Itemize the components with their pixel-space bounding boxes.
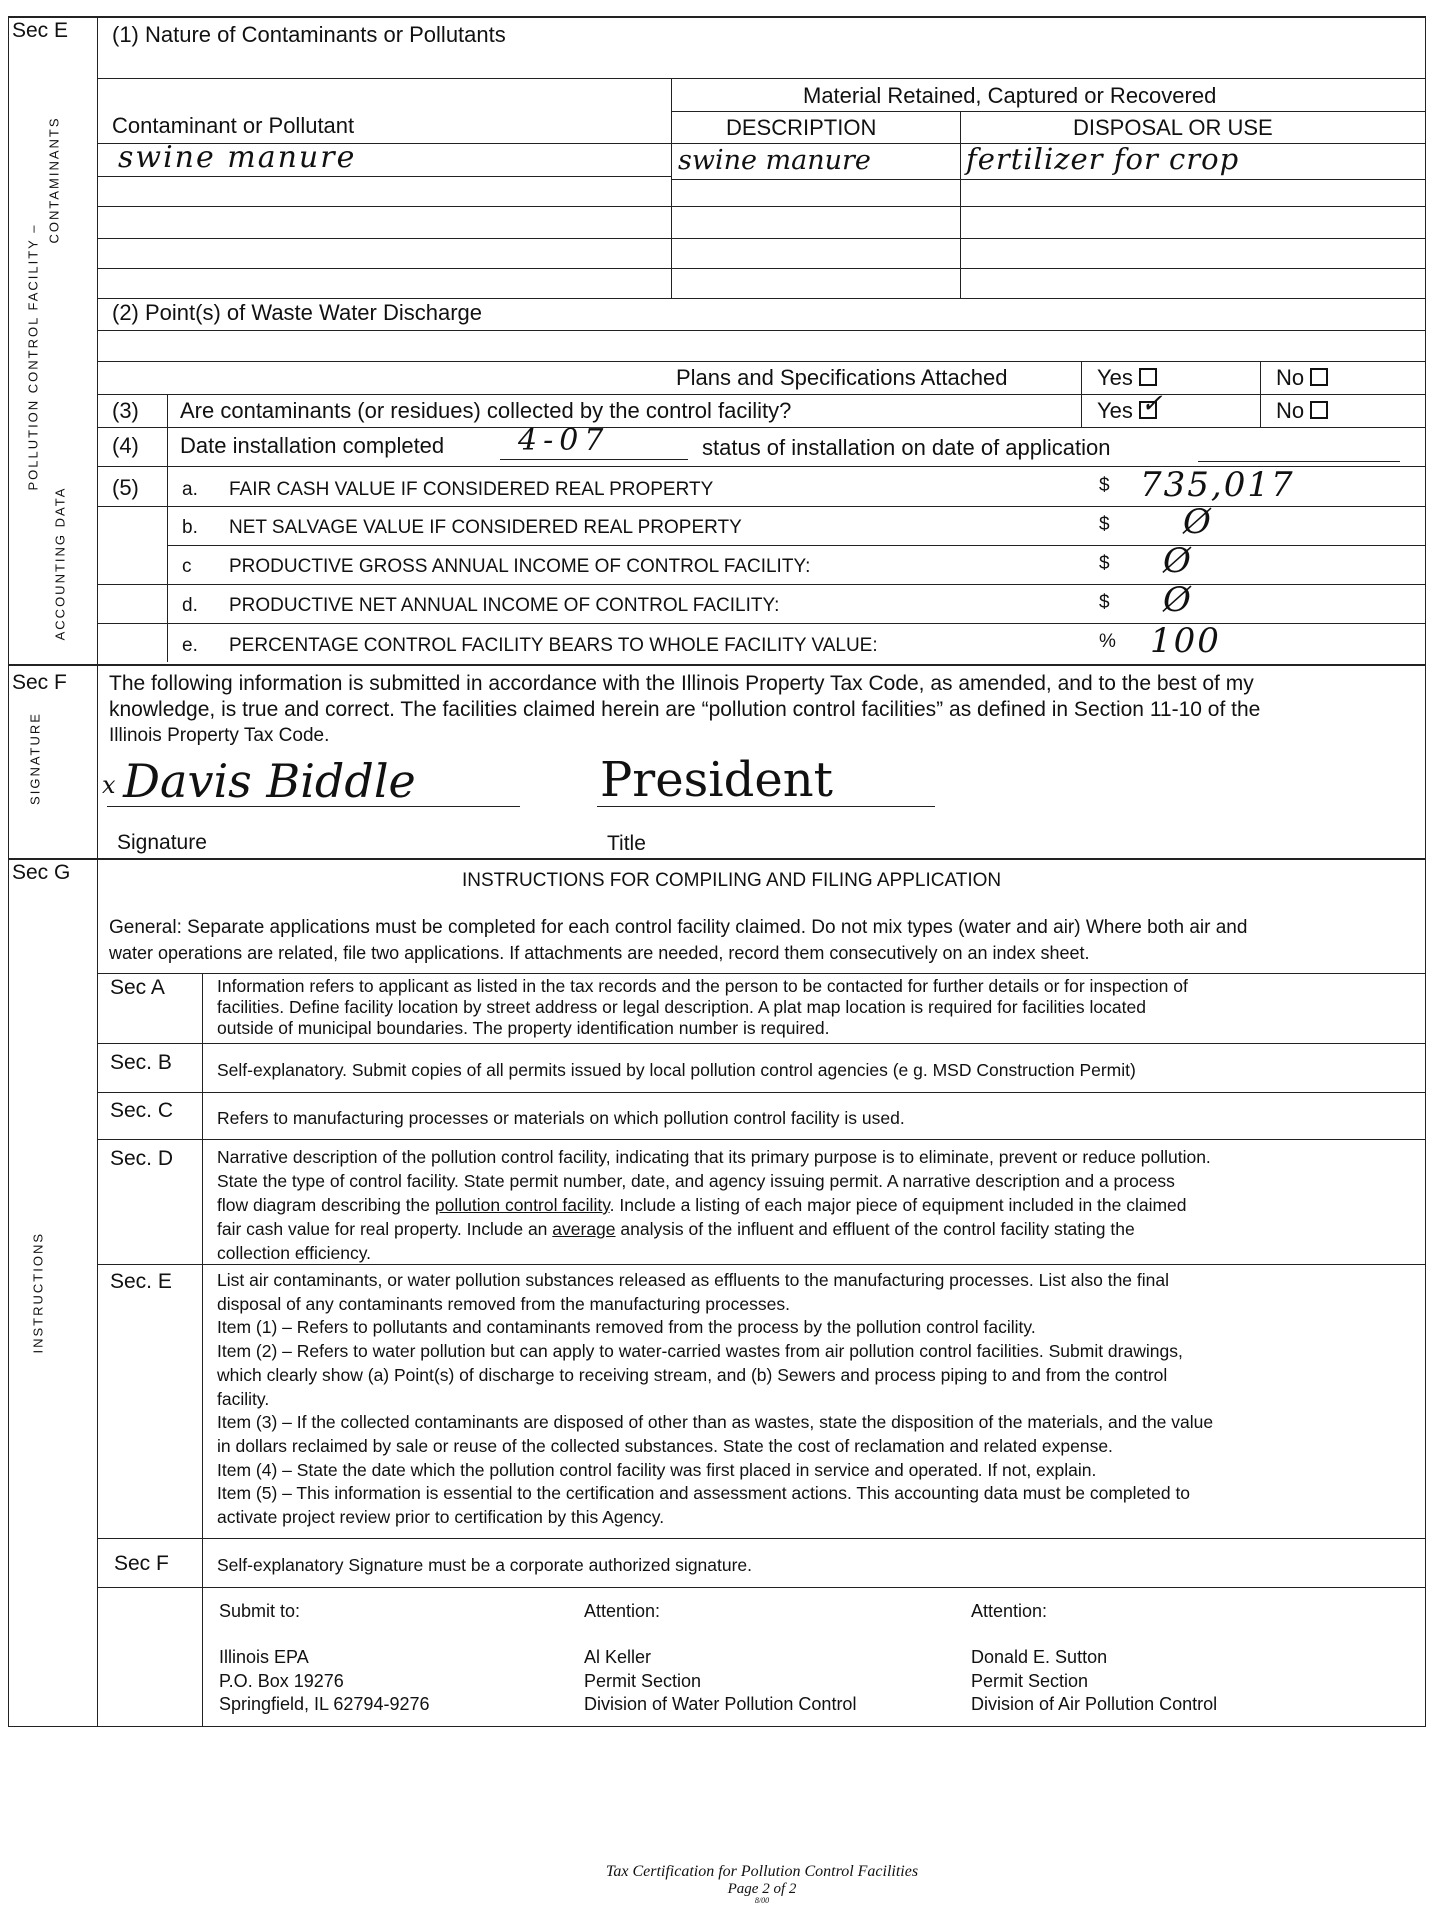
item3-no-label: No <box>1276 398 1305 423</box>
item3-no-checkbox[interactable] <box>1310 401 1328 419</box>
footer-line-3: 8/00 <box>754 1896 770 1905</box>
instr-sec-d-label: Sec. D <box>110 1147 174 1170</box>
instr-sec-c-line: Refers to manufacturing processes or materials on which pollution control facility is used. <box>217 1108 905 1128</box>
instr-sec-b-text <box>217 1060 1136 1081</box>
side-label-instructions: INSTRUCTIONS <box>30 1232 46 1354</box>
instr-sec-f-text <box>217 1555 752 1576</box>
underlined-phrase: average <box>552 1219 616 1239</box>
instr-sec-d-line: fair cash value for real property. Include an average analysis of the influent and effluent of the control facility stating the <box>217 1219 1135 1239</box>
item5-d-text: PRODUCTIVE NET ANNUAL INCOME OF CONTROL FACILITY: <box>229 595 780 616</box>
instr-sec-e-label: Sec. E <box>110 1270 172 1293</box>
general-line-2: water operations are related, file two applications. If attachments are needed, record them consecutively on an index sheet. <box>109 943 1090 963</box>
item5-e-unit: % <box>1099 631 1116 652</box>
signature-text: Davis Biddle <box>123 754 416 808</box>
underlined-phrase: pollution control facility <box>434 1195 610 1215</box>
item5-c-unit: $ <box>1099 553 1110 574</box>
item5-a-value: 735,017 <box>1140 465 1295 505</box>
plans-no-checkbox[interactable] <box>1310 368 1328 386</box>
item5-a-text: FAIR CASH VALUE IF CONSIDERED REAL PROPERTY <box>229 479 714 500</box>
side-label-accounting: ACCOUNTING DATA <box>52 486 68 641</box>
title-label: Title <box>607 832 646 855</box>
plans-label: Plans and Specifications Attached <box>676 365 1008 390</box>
air-attention-line-2: Permit Section <box>971 1671 1089 1691</box>
instr-sec-b-line: Self-explanatory. Submit copies of all permits issued by local pollution control agencies (e g. MSD Construction Permit) <box>217 1060 1136 1080</box>
plans-yes <box>1097 367 1157 389</box>
statement-line-2: knowledge, is true and correct. The facilities claimed herein are “pollution control facilities” as defined in Section 11-10 of the <box>109 698 1261 721</box>
air-attention-line-1: Donald E. Sutton <box>971 1647 1108 1667</box>
item4-text: Date installation completed <box>180 433 445 458</box>
instr-sec-e-line: in dollars reclaimed by sale or reuse of the collected substances. State the cost of reclamation and related expense. <box>217 1435 1113 1456</box>
instr-sec-e-line: Item (2) – Refers to water pollution but can apply to water-carried wastes from air pollution control facilities. Submit drawings, <box>217 1341 1183 1362</box>
instr-sec-e-line: List air contaminants, or water pollution substances released as effluents to the manufacturing processes. List also the final <box>217 1270 1170 1290</box>
item3-yes-label: Yes <box>1097 398 1133 423</box>
item5-b-unit: $ <box>1099 514 1110 535</box>
instr-sec-b-label: Sec. B <box>110 1051 172 1074</box>
item5-d-unit: $ <box>1099 592 1110 613</box>
item3-no <box>1276 400 1328 422</box>
submit-head: Submit to: <box>219 1601 301 1621</box>
sec-g-label: Sec G <box>12 861 71 884</box>
signature-label: Signature <box>117 831 207 854</box>
item5-e-letter: e. <box>182 635 198 656</box>
water-attention-line-1: Al Keller <box>584 1647 652 1667</box>
title-value: President <box>600 752 833 808</box>
submit-line-1: Illinois EPA <box>219 1647 309 1667</box>
item5-e-value: 100 <box>1150 621 1221 661</box>
plans-yes-label: Yes <box>1097 365 1133 390</box>
plans-no <box>1276 367 1328 389</box>
instr-sec-e-line: Item (4) – State the date which the pollution control facility was first placed in service and operated. If not, explain. <box>217 1459 1097 1480</box>
item5-b-letter: b. <box>182 517 198 538</box>
instr-sec-a-label: Sec A <box>110 976 165 999</box>
submit-line-3: Springfield, IL 62794-9276 <box>219 1694 430 1714</box>
item5-d-value: Ø <box>1163 580 1191 620</box>
instr-sec-f-label: Sec F <box>114 1552 169 1575</box>
item3-number: (3) <box>112 398 139 423</box>
instr-sec-e-line: Item (5) – This information is essential to the certification and assessment actions. This accounting data must be completed to <box>217 1483 1191 1504</box>
item5-b-value: Ø <box>1183 502 1211 542</box>
statement-line-1: The following information is submitted in accordance with the Illinois Property Tax Code, as amended, and to the best of my <box>109 672 1254 695</box>
plans-yes-checkbox[interactable] <box>1139 368 1157 386</box>
instr-sec-e-line: facility. <box>217 1388 270 1409</box>
item3-text: Are contaminants (or residues) collected by the control facility? <box>180 398 792 423</box>
side-label-pollution: POLLUTION CONTROL FACILITY – <box>25 223 41 491</box>
instr-sec-a-line: Information refers to applicant as listed in the tax records and the person to be contacted for further details or for inspection of <box>217 976 1188 996</box>
point2-title: (2) Point(s) of Waste Water Discharge <box>112 300 483 325</box>
side-label-contaminants: CONTAMINANTS <box>46 116 62 244</box>
item4-number: (4) <box>112 433 139 458</box>
instr-sec-d-text <box>217 1145 1211 1265</box>
plans-no-label: No <box>1276 365 1305 390</box>
row1-disposal: fertilizer for crop <box>966 142 1240 176</box>
item5-e-text: PERCENTAGE CONTROL FACILITY BEARS TO WHOLE FACILITY VALUE: <box>229 635 878 656</box>
water-attention-line-3: Division of Water Pollution Control <box>584 1694 857 1714</box>
instr-sec-d-line: Narrative description of the pollution control facility, indicating that its primary purpose is to eliminate, prevent or reduce pollution. <box>217 1147 1211 1167</box>
col-disposal-header: DISPOSAL OR USE <box>1073 115 1273 140</box>
row1-description: swine manure <box>678 145 871 176</box>
water-attention-head: Attention: <box>584 1601 661 1621</box>
air-attention-line-3: Division of Air Pollution Control <box>971 1694 1218 1714</box>
instr-sec-a-text <box>217 976 1188 1039</box>
instr-sec-e-line: activate project review prior to certification by this Agency. <box>217 1507 665 1528</box>
instr-sec-d-line: collection efficiency. <box>217 1243 372 1263</box>
instr-sec-e-line: Item (3) – If the collected contaminants are disposed of other than as wastes, state the disposition of the materials, and the value <box>217 1412 1214 1433</box>
item5-c-text: PRODUCTIVE GROSS ANNUAL INCOME OF CONTROL FACILITY: <box>229 556 811 577</box>
item5-number: (5) <box>112 475 139 500</box>
instr-sec-c-text <box>217 1108 905 1129</box>
instr-sec-a-line: facilities. Define facility location by street address or legal description. A plat map location is required for facilities located <box>217 997 1146 1017</box>
item5-a-unit: $ <box>1099 475 1110 496</box>
instr-sec-a-line: outside of municipal boundaries. The property identification number is required. <box>217 1018 830 1038</box>
instr-sec-c-label: Sec. C <box>110 1099 174 1122</box>
instructions-heading: INSTRUCTIONS FOR COMPILING AND FILING APPLICATION <box>462 870 1002 891</box>
instr-sec-d-line: flow diagram describing the pollution control facility. Include a listing of each major piece of equipment included in the claimed <box>217 1195 1187 1215</box>
item5-c-value: Ø <box>1163 541 1191 581</box>
instr-sec-f-line: Self-explanatory Signature must be a corporate authorized signature. <box>217 1555 753 1575</box>
material-header: Material Retained, Captured or Recovered <box>803 83 1217 108</box>
side-label-signature: SIGNATURE <box>27 712 43 805</box>
sec-e-label: Sec E <box>12 19 69 42</box>
instr-sec-e-line: disposal of any contaminants removed from the manufacturing processes. <box>217 1293 790 1314</box>
item5-b-text: NET SALVAGE VALUE IF CONSIDERED REAL PROPERTY <box>229 517 742 538</box>
water-attention-line-2: Permit Section <box>584 1671 702 1691</box>
item5-d-letter: d. <box>182 595 198 616</box>
instr-sec-e-line: Item (1) – Refers to pollutants and contaminants removed from the process by the pollution control facility. <box>217 1317 1036 1338</box>
item4-status: status of installation on date of application <box>702 435 1111 460</box>
footer-line-2: Page 2 of 2 <box>727 1881 797 1897</box>
sec-f-label: Sec F <box>12 671 67 694</box>
item5-a-letter: a. <box>182 479 198 500</box>
signature-value: x Davis Biddle <box>102 754 416 808</box>
sec-e-title: (1) Nature of Contaminants or Pollutants <box>112 22 506 47</box>
submit-line-2: P.O. Box 19276 <box>219 1671 344 1691</box>
statement-line-3: Illinois Property Tax Code. <box>109 725 330 746</box>
footer-line-1: Tax Certification for Pollution Control Facilities <box>605 1863 919 1880</box>
item5-c-letter: c <box>182 556 192 577</box>
item4-date-value: 4-07 <box>518 423 610 458</box>
col-contaminant-header: Contaminant or Pollutant <box>112 113 355 138</box>
row1-contaminant: swine manure <box>118 140 357 175</box>
col-description-header: DESCRIPTION <box>726 115 877 140</box>
instr-sec-e-text <box>217 1269 1213 1530</box>
item3-yes <box>1097 389 1163 423</box>
air-attention-head: Attention: <box>971 1601 1048 1621</box>
item3-yes-checkbox[interactable]: ✓ <box>1140 389 1163 419</box>
instr-sec-e-line: which clearly show (a) Point(s) of discharge to receiving stream, and (b) Sewers and process piping to and from the control <box>217 1364 1168 1385</box>
instr-sec-d-line: State the type of control facility. State permit number, date, and agency issuing permit. A narrative description and a process <box>217 1171 1175 1191</box>
general-line-1: General: Separate applications must be completed for each control facility claimed. Do not mix types (water and air) Where both air and <box>109 917 1248 938</box>
